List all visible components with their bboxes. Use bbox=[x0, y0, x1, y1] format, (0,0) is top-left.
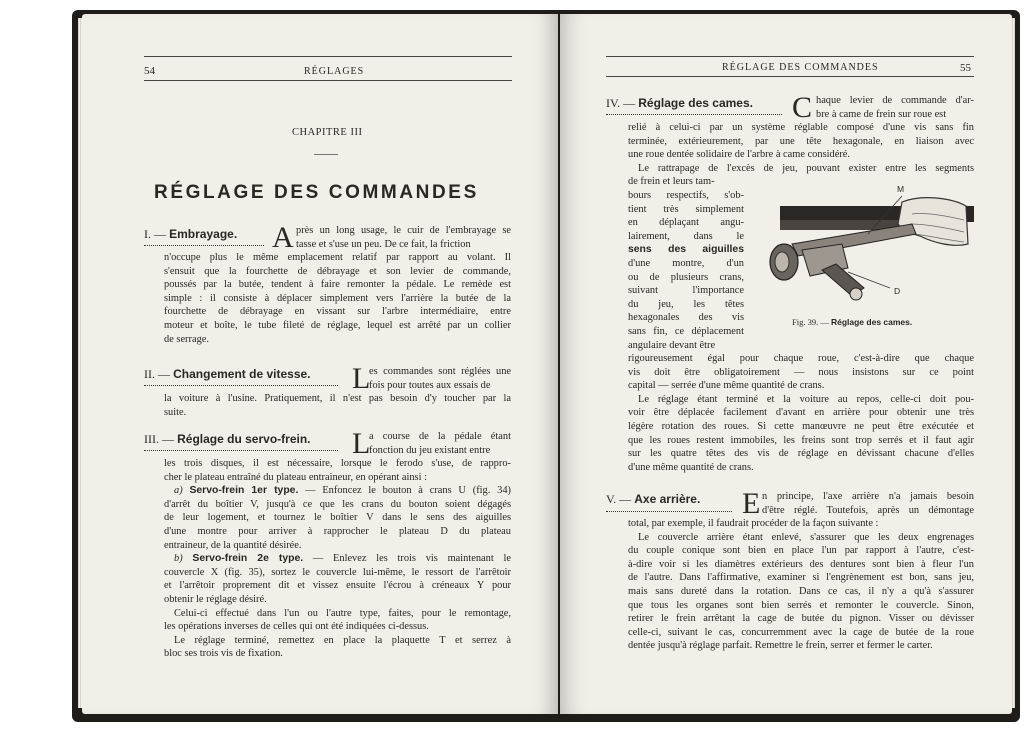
section-number: IV. — bbox=[606, 96, 636, 110]
section-title: Réglage des cames. bbox=[638, 96, 753, 110]
section-heading-axe-arriere bbox=[606, 492, 700, 507]
text-line: n'occupe plus le même emplacement relatif par rapport au volant. Il bbox=[164, 252, 511, 263]
paragraph-cames-narrow bbox=[628, 189, 744, 352]
header-rule-bottom bbox=[144, 80, 512, 81]
section-underline bbox=[144, 450, 338, 451]
text-line: lairement, dans le bbox=[628, 230, 744, 242]
text-line: d'une même quantité de crans. bbox=[628, 461, 754, 473]
section-number: V. — bbox=[606, 492, 632, 506]
drop-cap: L bbox=[352, 362, 371, 395]
text-line: couvercle X (fig. 35), sortez le couvercle lui-même, le ressort de l'arrêtoir bbox=[164, 566, 511, 578]
chapter-label: CHAPITRE III bbox=[292, 127, 363, 138]
section-heading-cames bbox=[606, 96, 753, 111]
text-line: angulaire devant être bbox=[628, 339, 716, 351]
text-line: les trois disques, il est nécessaire, lorsque le ferodo s'use, de rappro- bbox=[164, 458, 511, 469]
caption-prefix: Fig. 39. — bbox=[792, 317, 829, 327]
subsection-a-line bbox=[164, 484, 511, 498]
paragraph-changement-head bbox=[369, 365, 511, 392]
paragraph-cames-head bbox=[816, 94, 974, 121]
text-line: celle-ci, suivant le cas, concurremment avec la cage de butée de la roue bbox=[628, 626, 974, 638]
text-line: que tous les organes sont bien serrés et remonter le couvercle. Sinon, bbox=[628, 599, 974, 611]
text-line: Le réglage terminé, remettez en place la plaquette T et serrez à bbox=[174, 634, 511, 646]
subsection-title: Servo-frein 1er type. bbox=[189, 485, 299, 497]
paragraph-embrayage-head bbox=[296, 224, 511, 251]
text-line: du couple conique sont bien en place l'un par rapport à l'autre, c'est- bbox=[628, 545, 974, 557]
section-underline bbox=[144, 385, 338, 386]
text-line: en déplaçant angu- bbox=[628, 217, 744, 229]
left-page bbox=[82, 14, 558, 714]
paragraph-cames bbox=[628, 121, 974, 189]
section-heading-changement bbox=[144, 367, 311, 382]
text-line: total, par exemple, il faudrait procéder de la façon suivante : bbox=[628, 518, 879, 529]
paragraph-axe bbox=[628, 517, 974, 653]
text-line: sur les quatre têtes des vis de réglage en dévissant chacune d'elles bbox=[628, 448, 974, 460]
text-line: — Enfoncez le bouton à crans U (fig. 34) bbox=[305, 485, 511, 497]
text-line: sens des aiguilles bbox=[628, 244, 744, 256]
subsection-b-line bbox=[164, 552, 511, 566]
caption-title: Réglage des cames. bbox=[830, 317, 913, 327]
section-title: Réglage du servo-frein. bbox=[177, 432, 311, 446]
text-line: une roue dentée solidaire de l'arbre à came considéré. bbox=[628, 149, 850, 161]
figure-label-d: D bbox=[894, 286, 901, 296]
paragraph-servo-head bbox=[369, 430, 511, 457]
text-line: que les roues restent immobiles, les freins sont trop serrés et il faut agir bbox=[628, 434, 974, 446]
paragraph-embrayage bbox=[164, 251, 511, 346]
figure-reglage-cames bbox=[752, 184, 974, 310]
page-number: 54 bbox=[144, 65, 155, 77]
text-line: a course de la pédale étant bbox=[369, 431, 511, 442]
text-line: poussés par la butée, tendent à faire remonter la pédale. Le remède est bbox=[164, 279, 511, 291]
text-line: et l'arrêtoir proprement dit et vissez ensuite l'écrou à créneaux Y pour bbox=[164, 580, 511, 592]
text-line: hexagonales des vis bbox=[628, 312, 744, 324]
text-line: voir être déplacée facilement d'avant en arrière pour obtenir une très bbox=[628, 407, 974, 419]
text-line: les opérations inverses de celles qui ont été indiquées ci-dessus. bbox=[164, 621, 429, 633]
text-line: d'être réglé. Toutefois, après un démontage bbox=[762, 504, 974, 516]
text-line: bre à came de frein sur roue est bbox=[816, 108, 947, 120]
paragraph-cames-bottom bbox=[628, 352, 974, 474]
subsection-label: b) bbox=[174, 553, 183, 565]
header-rule-bottom bbox=[606, 76, 974, 77]
section-underline bbox=[606, 114, 782, 115]
section-underline bbox=[144, 245, 264, 246]
figure-caption bbox=[792, 317, 912, 327]
paragraph-axe-head bbox=[762, 490, 974, 517]
text-line: du jeu, les têtes bbox=[628, 298, 744, 310]
text-line: obtenir le réglage désiré. bbox=[164, 593, 267, 605]
text-line: de leur logement, et tournez le boîtier V dans le sens des aiguilles bbox=[164, 512, 511, 524]
text-line: dentée jusqu'à réglage parfait. Remettre le frein, serrer et fermer le carter. bbox=[628, 640, 933, 652]
drop-cap: C bbox=[792, 91, 813, 124]
paragraph-changement bbox=[164, 392, 511, 419]
section-title: Axe arrière. bbox=[634, 492, 701, 506]
text-line: suivant l'importance bbox=[628, 285, 744, 297]
section-number: I. — bbox=[144, 227, 166, 241]
text-line: relié à celui-ci par un système réglable composé d'une vis sans fin bbox=[628, 122, 974, 133]
subsection-title: Servo-frein 2e type. bbox=[192, 553, 304, 565]
hand-shape bbox=[898, 198, 968, 246]
text-line: légère rotation des roues. Si cette manœuvre ne peut être exécutée et bbox=[628, 420, 974, 432]
text-line: rigoureusement égal pour chaque roue, c'est-à-dire que chaque bbox=[628, 353, 974, 364]
text-line: Le réglage étant terminé et la voiture au repos, celle-ci doit pou- bbox=[638, 393, 974, 405]
text-line: vis doit être obligatoirement — nous insistons sur ce point bbox=[628, 366, 974, 378]
figure-label-m: M bbox=[897, 184, 905, 194]
text-line: bloc ses trois vis de fixation. bbox=[164, 648, 283, 660]
text-line: de frein et leurs tam- bbox=[628, 176, 715, 188]
lever-pivot bbox=[850, 288, 862, 300]
text-line: fonction du jeu existant entre bbox=[369, 444, 491, 456]
text-line: tasse et s'use un peu. De ce fait, la friction bbox=[296, 238, 471, 250]
section-heading-servo-frein bbox=[144, 432, 311, 447]
section-heading-embrayage bbox=[144, 227, 237, 242]
text-line: à-dire voir si les diamètres extérieurs des dentures sont bien à fleur l'un bbox=[628, 558, 974, 570]
text-line: Celui-ci effectué dans l'un ou l'autre type, faites, pour le remontage, bbox=[174, 607, 511, 619]
text-line: bours respectifs, s'ob- bbox=[628, 190, 744, 201]
chapter-title: RÉGLAGE DES COMMANDES bbox=[154, 182, 479, 203]
paragraph-servo bbox=[164, 457, 511, 661]
running-header: RÉGLAGE DES COMMANDES bbox=[722, 62, 879, 73]
text-line: moteur et boîte, le tube fileté de réglage, lequel est arrêté par un collier bbox=[164, 319, 511, 331]
section-underline bbox=[606, 511, 732, 512]
header-rule-top bbox=[606, 56, 974, 57]
text-line: d'une montre pour arriver à rapprocher le plateau D du plateau bbox=[164, 525, 511, 537]
text-line: près un long usage, le cuir de l'embrayage se bbox=[296, 225, 511, 236]
text-line: de l'autre. Dans l'affirmative, examiner si l'engrènement est bon, sans jeu, bbox=[628, 572, 974, 584]
running-header: RÉGLAGES bbox=[304, 66, 365, 77]
text-line: cher le plateau entraîné du plateau entraineur, en opérant ainsi : bbox=[164, 471, 427, 483]
text-line: n principe, l'axe arrière n'a jamais besoin bbox=[762, 491, 974, 502]
text-line: ou de plusieurs crans, bbox=[628, 271, 744, 283]
text-line: haque levier de commande d'ar- bbox=[816, 95, 974, 106]
text-line: entraineur, de la quantité désirée. bbox=[164, 539, 302, 551]
text-line: de serrage. bbox=[164, 333, 209, 345]
hex-head-inner bbox=[775, 252, 789, 272]
right-page bbox=[560, 14, 1012, 714]
text-line: sans fin, ce déplacement bbox=[628, 325, 744, 337]
text-line: capital — serrée d'une même quantité de crans. bbox=[628, 380, 825, 392]
text-line: s'ensuit que la fourchette de débrayage et son levier de commande, bbox=[164, 265, 511, 277]
header-rule-top bbox=[144, 56, 512, 57]
text-line: d'une montre, d'un bbox=[628, 257, 744, 269]
drop-cap: E bbox=[742, 487, 761, 520]
section-number: III. — bbox=[144, 432, 174, 446]
text-line: Le rattrapage de l'excès de jeu, pouvant exister entre les segments bbox=[638, 162, 974, 174]
text-line: Le couvercle arrière étant enlevé, s'assurer que les deux engrenages bbox=[638, 531, 974, 543]
drop-cap: A bbox=[272, 221, 294, 254]
text-line: la voiture à l'usine. Pratiquement, il n'est pas besoin d'y toucher par la bbox=[164, 393, 511, 404]
section-number: II. — bbox=[144, 367, 170, 381]
text-line: fourchette de débrayage en vissant sur l'arbre intermédiaire, entre bbox=[164, 306, 511, 318]
text-line: — Enlevez les trois vis maintenant le bbox=[312, 553, 511, 565]
subsection-label: a) bbox=[174, 485, 183, 497]
section-title: Changement de vitesse. bbox=[173, 367, 311, 381]
chapter-divider bbox=[314, 154, 338, 155]
text-line: retirer le frein arrêtant la cage de butée du pignon. Visser ou dévisser bbox=[628, 613, 974, 625]
text-line: mais sans dureté dans la rotation. Dans ce cas, il n'y a qu'à s'assurer bbox=[628, 585, 974, 597]
text-line: simple : il consiste à déplacer simplement vers l'arrière la butée de la bbox=[164, 292, 511, 304]
text-line: terminée, extérieurement, par une tête hexagonale, en liaison avec bbox=[628, 135, 974, 147]
page-number: 55 bbox=[960, 62, 971, 74]
text-line: suite. bbox=[164, 406, 187, 418]
drop-cap: L bbox=[352, 427, 371, 460]
text-line: tient très simplement bbox=[628, 203, 744, 215]
text-line: es commandes sont réglées une bbox=[369, 366, 511, 377]
text-line: d'arrêt du boîtier V, jusqu'à ce que les crans du bouton soient dégagés bbox=[164, 498, 511, 510]
text-line: fois pour toutes aux essais de bbox=[369, 379, 491, 391]
section-title: Embrayage. bbox=[169, 227, 238, 241]
